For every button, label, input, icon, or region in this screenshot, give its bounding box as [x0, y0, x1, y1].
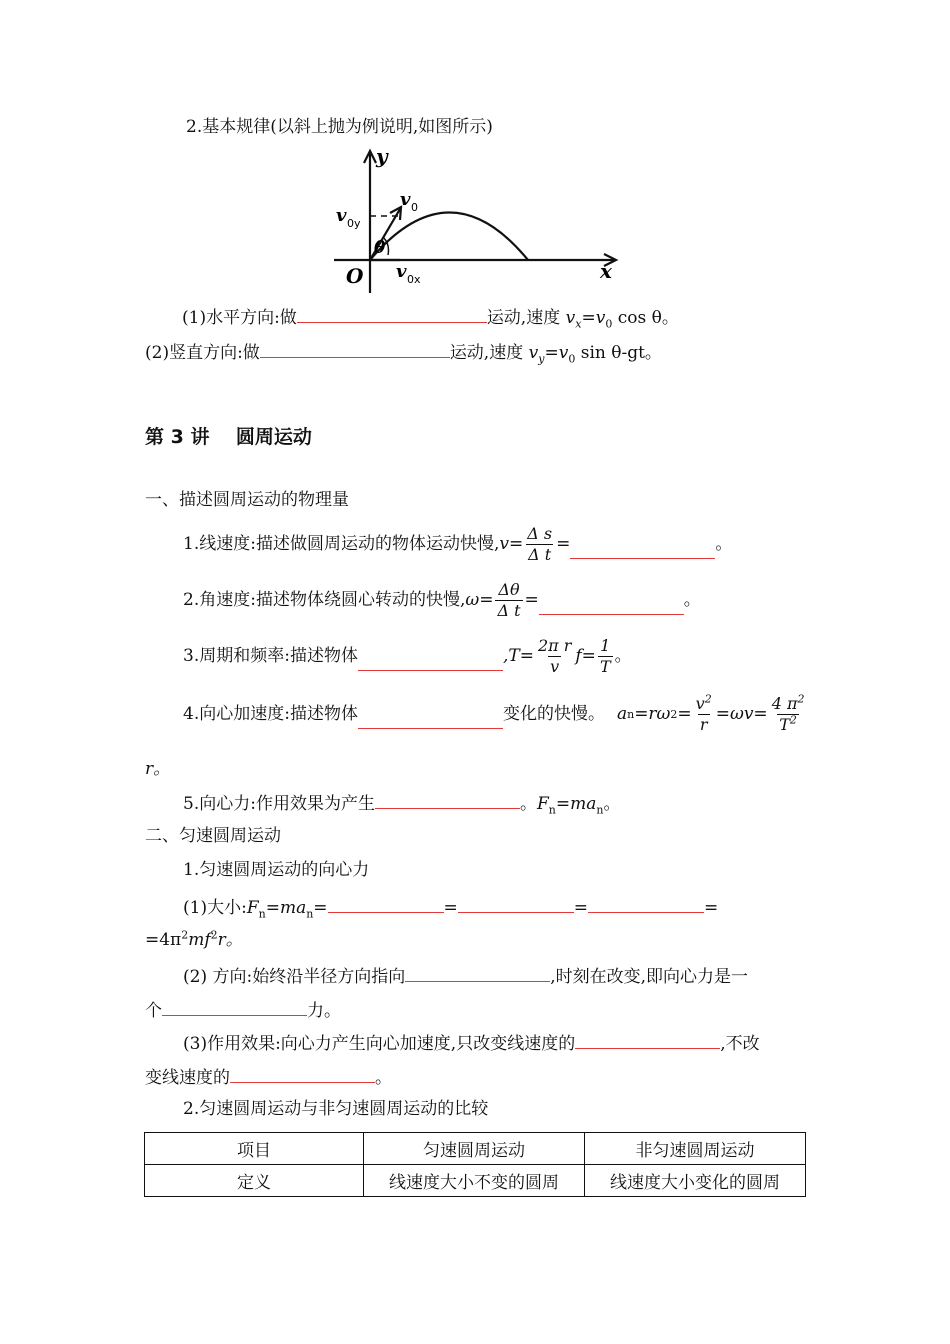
effect-line: (3)作用效果:向心力产生向心加速度,只改变线速度的 ,不改: [183, 1034, 760, 1054]
item2-blank[interactable]: [539, 600, 684, 615]
item3-line: 3.周期和频率:描述物体 ,T= $\frac{\text{2π r}}{v}$ f= $\frac{1}{T}$ 。: [183, 636, 632, 676]
table-row: [145, 1165, 806, 1197]
table-cell: 定义: [145, 1165, 364, 1197]
item1-fraction: $\frac{\text{Δ s}}{\text{Δ t}}$: [527, 524, 553, 564]
table-header-row: [145, 1133, 806, 1165]
item4-blank[interactable]: [358, 714, 503, 729]
v0-label-sub: 0: [411, 201, 418, 214]
size-blank-1[interactable]: [328, 898, 444, 913]
vertical-blank[interactable]: [260, 343, 450, 358]
v0y-label: v: [336, 205, 347, 226]
comparison-table: [144, 1132, 806, 1197]
horizontal-blank[interactable]: [297, 308, 487, 323]
effect-line-2: 变线速度的 。: [145, 1068, 392, 1088]
size-line-2: $=4\pi^2mf^2r$。: [145, 928, 243, 950]
table-header-cell: 项目: [145, 1133, 364, 1165]
size-blank-3[interactable]: [588, 898, 704, 913]
item2-fraction: $\frac{\Delta\theta}{\text{Δ t}}$: [497, 580, 521, 620]
subsection1-heading: 1.匀速圆周运动的向心力: [183, 860, 370, 880]
v0x-label: v: [396, 261, 407, 282]
size-line: (1)大小$:F_n=ma_n=$ = = =: [183, 898, 719, 921]
lecture-title: 第 3 讲 圆周运动: [145, 426, 312, 448]
projectile-diagram: [330, 145, 620, 295]
item2-line: 2.角速度:描述物体绕圆心转动的快慢, ω= $\frac{\Delta\theta}{\text{Δ t}}$ = 。: [183, 580, 701, 620]
item5-blank[interactable]: [375, 794, 520, 809]
effect-blank-2[interactable]: [230, 1068, 375, 1083]
section2-heading: 二、匀速圆周运动: [145, 826, 281, 846]
item1-blank[interactable]: [570, 544, 715, 559]
theta-label: θ: [374, 238, 386, 258]
axis-y-label: y: [376, 145, 388, 168]
item4-fraction-1: $\frac{v^2}{r}$: [695, 692, 712, 734]
rule-heading: 2.基本规律(以斜上抛为例说明,如图所示): [186, 117, 493, 137]
v0y-label-sub: 0y: [347, 217, 361, 230]
subsection2-heading: 2.匀速圆周运动与非匀速圆周运动的比较: [183, 1099, 489, 1119]
item4-fraction-2: $\frac{4 \pi^2}{T^2}$: [771, 692, 805, 734]
effect-blank-1[interactable]: [575, 1034, 720, 1049]
v0-label: v: [400, 189, 411, 210]
item3-fraction-2: $\frac{1}{T}$: [599, 636, 611, 676]
item5-line: 5.向心力:作用效果为产生 。$F_n=ma_n$。: [183, 794, 621, 817]
axis-x-label: x: [600, 259, 612, 283]
horizontal-line: (1)水平方向:做 运动,速度 $v_x=v_0$ cos θ。: [182, 308, 679, 331]
item4-line: 4.向心加速度:描述物体 变化的快慢。 a n =rω 2 = $\frac{v^2}{r}$ =ωv= $\frac{4 \pi^2}{T^2}$: [183, 692, 805, 734]
v0x-label-sub: 0x: [407, 273, 421, 286]
direction-line: (2) 方向:始终沿半径方向指向 ,时刻在改变,即向心力是一: [183, 967, 749, 987]
section1-heading: 一、描述圆周运动的物理量: [145, 490, 349, 510]
table-cell: 线速度大小变化的圆周: [585, 1165, 806, 1197]
vertical-line: (2)竖直方向:做 运动,速度 $v_y=v_0$ sin θ-gt。: [145, 343, 662, 366]
table-cell: 线速度大小不变的圆周: [364, 1165, 585, 1197]
table-header-cell: 匀速圆周运动: [364, 1133, 585, 1165]
item3-blank[interactable]: [358, 656, 503, 671]
size-blank-2[interactable]: [458, 898, 574, 913]
item3-fraction-1: $\frac{\text{2π r}}{v}$: [537, 636, 572, 676]
origin-label: O: [346, 264, 364, 288]
direction-blank-1[interactable]: [405, 967, 550, 982]
item1-line: 1.线速度:描述做圆周运动的物体运动快慢, v= $\frac{\text{Δ s}}{\text{Δ t}}$ = 。: [183, 524, 733, 564]
table-header-cell: 非匀速圆周运动: [585, 1133, 806, 1165]
direction-line-2: 个 力。: [145, 1001, 341, 1021]
item4-tail: r。: [145, 759, 171, 779]
direction-blank-2[interactable]: [162, 1001, 307, 1016]
